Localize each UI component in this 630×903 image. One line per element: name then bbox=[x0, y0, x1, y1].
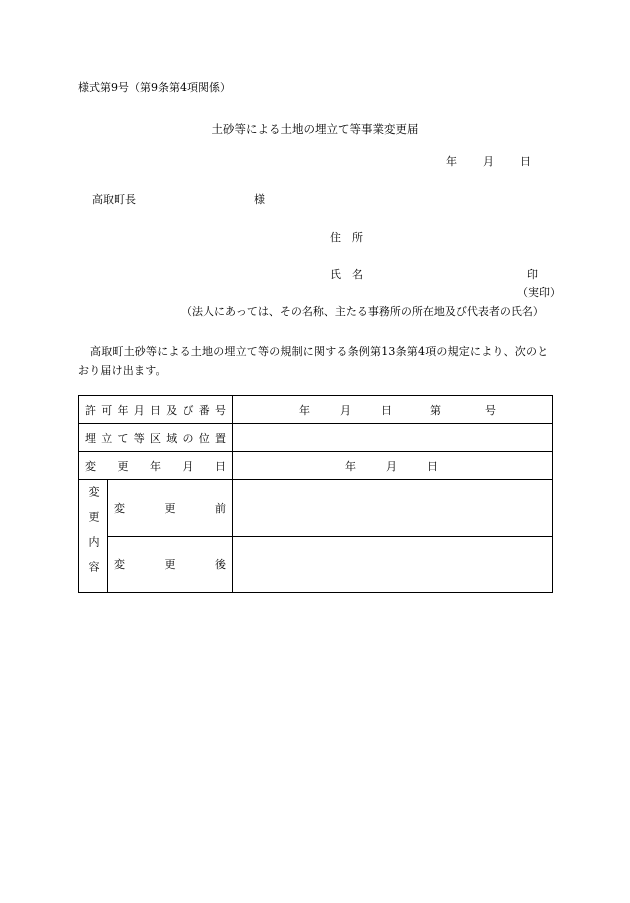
change-date-label-cell bbox=[79, 452, 233, 480]
addressee-honorific: 様 bbox=[254, 193, 265, 206]
change-form-table bbox=[78, 395, 553, 593]
change-date-label: 変 更 年 月 日 bbox=[85, 459, 226, 473]
location-value-cell[interactable] bbox=[233, 424, 553, 452]
permit-date-number-label: 許 可 年 月 日 及 び 番 号 bbox=[85, 403, 226, 417]
permit-value-cell[interactable] bbox=[233, 396, 553, 424]
corporate-note: （法人にあっては、その名称、主たる事務所の所在地及び代表者の氏名） bbox=[181, 305, 544, 318]
change-content-label: 変更内容 bbox=[87, 486, 100, 586]
before-label: 変 更 前 bbox=[114, 501, 226, 515]
permit-day-label: 日 bbox=[381, 403, 392, 417]
permit-year-label: 年 bbox=[299, 403, 310, 417]
date-day-label: 日 bbox=[520, 155, 531, 168]
permit-dai-label: 第 bbox=[430, 403, 441, 417]
seal-mark: 印 bbox=[527, 268, 538, 281]
document-title: 土砂等による土地の埋立て等事業変更届 bbox=[211, 122, 419, 136]
change-content-group-label bbox=[79, 480, 108, 593]
declaration-text: 高取町土砂等による土地の埋立て等の規制に関する条例第13条第4項の規定により、次のとおり届け出ます。 bbox=[78, 345, 549, 377]
location-label: 埋 立 て 等 区 域 の 位 置 bbox=[85, 431, 226, 445]
table-row-location bbox=[79, 424, 553, 452]
after-label: 変 更 後 bbox=[114, 558, 226, 572]
date-year-label: 年 bbox=[446, 155, 457, 168]
permit-go-label: 号 bbox=[485, 403, 496, 417]
change-year-label: 年 bbox=[345, 459, 356, 473]
table-row-permit bbox=[79, 396, 553, 424]
after-label-cell bbox=[108, 536, 233, 593]
applicant-address-label: 住 所 bbox=[330, 231, 363, 244]
submission-date bbox=[446, 155, 531, 169]
applicant-name-label: 氏 名 bbox=[330, 268, 363, 281]
change-date-value-cell[interactable] bbox=[233, 452, 553, 480]
permit-label-cell bbox=[79, 396, 233, 424]
location-label-cell bbox=[79, 424, 233, 452]
permit-month-label: 月 bbox=[340, 403, 351, 417]
table-row-before bbox=[79, 480, 553, 537]
date-month-label: 月 bbox=[483, 155, 494, 168]
table-row-change-date bbox=[79, 452, 553, 480]
before-value-cell[interactable] bbox=[233, 480, 553, 537]
seal-note: （実印） bbox=[517, 286, 561, 299]
change-day-label: 日 bbox=[427, 459, 438, 473]
addressee-name: 高取町長 bbox=[92, 193, 136, 206]
before-label-cell bbox=[108, 480, 233, 537]
after-value-cell[interactable] bbox=[233, 536, 553, 593]
table-row-after bbox=[79, 536, 553, 593]
change-month-label: 月 bbox=[386, 459, 397, 473]
form-number: 様式第9号（第9条第4項関係） bbox=[78, 81, 231, 94]
